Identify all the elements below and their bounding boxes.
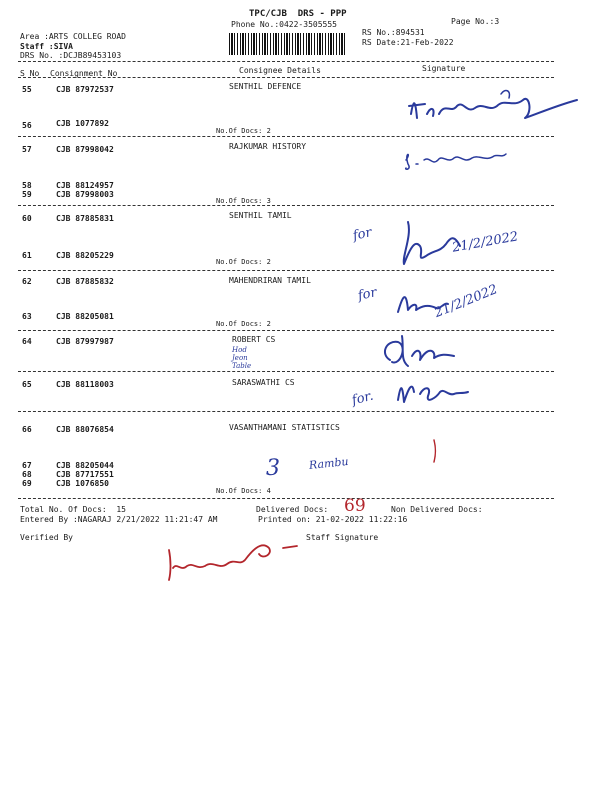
- handwritten-delivered-count: 69: [344, 496, 366, 516]
- col-consignee: Consignee Details: [239, 66, 321, 75]
- row-66-consignee: VASANTHAMANI STATISTICS: [229, 423, 340, 432]
- signature-row-62: [392, 280, 452, 320]
- row-61-sno: 61: [22, 251, 32, 260]
- row-68-consignment: CJB 87717551: [56, 470, 114, 479]
- row-64-consignee: ROBERT CS: [232, 335, 276, 344]
- row-55-consignee: SENTHIL DEFENCE: [229, 82, 302, 91]
- signature-verifier: [165, 530, 305, 588]
- row-62-consignment: CJB 87885832: [56, 277, 114, 286]
- handwritten-date-62: 21/2/2022: [432, 282, 500, 321]
- row-65-consignee: SARASWATHI CS: [232, 378, 295, 387]
- row-60-sno: 60: [22, 214, 32, 223]
- staff-label: Staff :SIVA: [20, 42, 73, 51]
- staff-signature-label: Staff Signature: [306, 533, 379, 542]
- area-label: Area :ARTS COLLEG ROAD: [20, 32, 126, 41]
- row-69-consignment: CJB 1076850: [56, 479, 109, 488]
- row-61-consignment: CJB 88205229: [56, 251, 114, 260]
- delivered-docs-label: Delivered Docs:: [256, 505, 329, 514]
- row-55-consignment: CJB 87972537: [56, 85, 114, 94]
- row-60-consignment: CJB 87885831: [56, 214, 114, 223]
- mark-row-66: [430, 438, 440, 464]
- row-67-sno: 67: [22, 461, 32, 470]
- row-68-sno: 68: [22, 470, 32, 479]
- rs-date: RS Date:21-Feb-2022: [362, 38, 454, 47]
- rs-number: RS No.:894531: [362, 28, 425, 37]
- row-62-consignee: MAHENDRIRAN TAMIL: [229, 276, 311, 285]
- entered-by: Entered By :NAGARAJ 2/21/2022 11:21:47 AM: [20, 515, 218, 524]
- handwritten-bracket: 3: [266, 456, 280, 481]
- handwritten-for-65: for.: [350, 388, 375, 409]
- row-56-docs: No.Of Docs: 2: [216, 127, 271, 135]
- col-signature: Signature: [422, 64, 466, 73]
- handwritten-date-60: 21/2/2022: [451, 229, 520, 256]
- handwritten-for-62: for: [356, 285, 379, 304]
- verified-by-label: Verified By: [20, 533, 73, 542]
- handwritten-for-60: for: [351, 225, 374, 244]
- row-58-sno: 58: [22, 181, 32, 190]
- row-63-sno: 63: [22, 312, 32, 321]
- page-number: Page No.:3: [451, 17, 500, 26]
- row-65-sno: 65: [22, 380, 32, 389]
- signature-row-60: [390, 216, 470, 271]
- row-65-consignment: CJB 88118003: [56, 380, 114, 389]
- phone-number: Phone No.:0422-3505555: [231, 20, 337, 29]
- row-57-sno: 57: [22, 145, 32, 154]
- row-63-docs: No.Of Docs: 2: [216, 320, 271, 328]
- signature-row-57: [402, 146, 512, 174]
- row-59-sno: 59: [22, 190, 32, 199]
- col-sno: S No: [20, 69, 40, 78]
- row-61-docs: No.Of Docs: 2: [216, 258, 271, 266]
- printed-on: Printed on: 21-02-2022 11:22:16: [258, 515, 408, 524]
- non-delivered-docs-label: Non Delivered Docs:: [391, 505, 483, 514]
- row-63-consignment: CJB 88205081: [56, 312, 114, 321]
- total-docs: Total No. Of Docs: 15: [20, 505, 126, 514]
- handwritten-word-67: Rambu: [308, 454, 350, 473]
- row-67-consignment: CJB 88205044: [56, 461, 114, 470]
- row-69-sno: 69: [22, 479, 32, 488]
- row-55-sno: 55: [22, 85, 32, 94]
- row-60-consignee: SENTHIL TAMIL: [229, 211, 292, 220]
- row-64-consignment: CJB 87997987: [56, 337, 114, 346]
- row-66-sno: 66: [22, 425, 32, 434]
- row-66-consignment: CJB 88076854: [56, 425, 114, 434]
- row-56-consignment: CJB 1077892: [56, 119, 109, 128]
- signature-row-55: [405, 84, 585, 129]
- signature-row-65: [392, 374, 472, 408]
- row-64-sno: 64: [22, 337, 32, 346]
- row-59-consignment: CJB 87998003: [56, 190, 114, 199]
- col-consignment: Consignment No: [50, 69, 118, 78]
- row-56-sno: 56: [22, 121, 32, 130]
- row-57-consignment: CJB 87998042: [56, 145, 114, 154]
- row-69-docs: No.Of Docs: 4: [216, 487, 271, 495]
- barcode: [229, 33, 347, 55]
- row-59-docs: No.Of Docs: 3: [216, 197, 271, 205]
- row-58-consignment: CJB 88124957: [56, 181, 114, 190]
- row-62-sno: 62: [22, 277, 32, 286]
- drs-number: DRS No. :DCJB89453103: [20, 51, 122, 60]
- row-57-consignee: RAJKUMAR HISTORY: [229, 142, 307, 151]
- signature-row-64: [378, 332, 458, 372]
- row-64-handwritten-note: Hod Jeon Table: [232, 346, 252, 370]
- report-title: TPC/CJB DRS - PPP: [249, 9, 347, 19]
